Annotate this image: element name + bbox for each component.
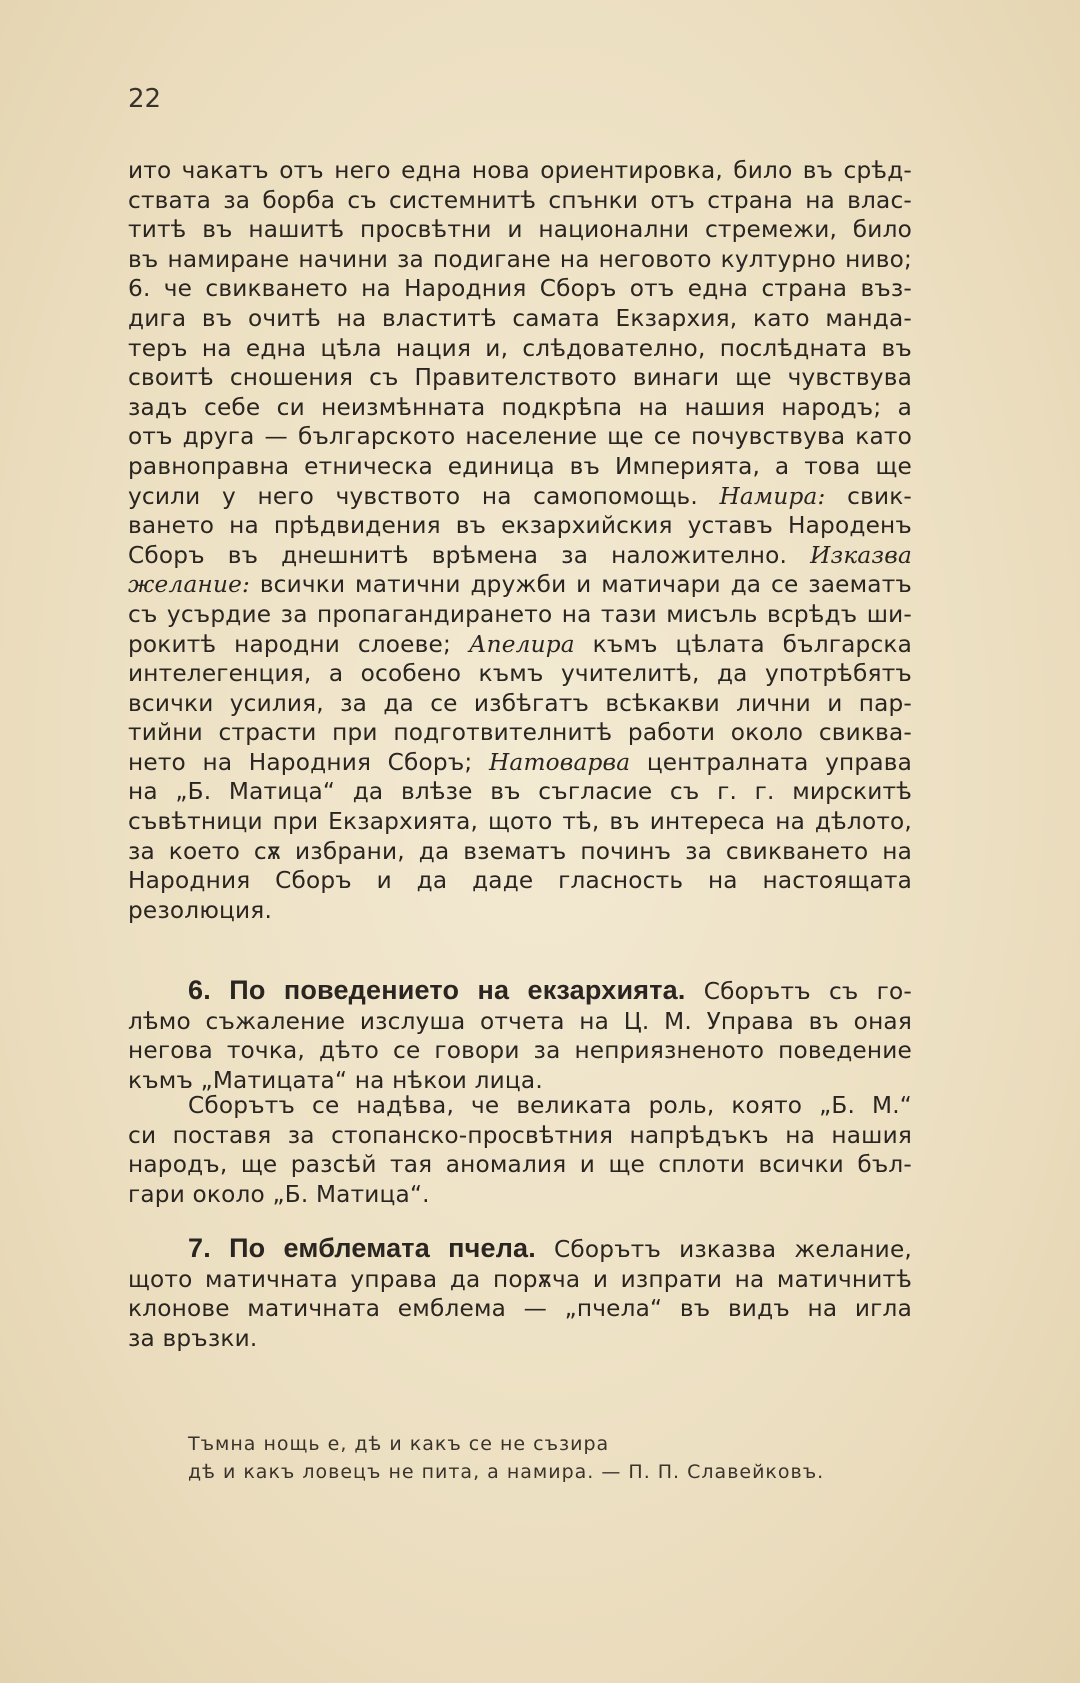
section-6-paragraph-2 (128, 1091, 912, 1209)
text-line: щото матичната управа да порѫча и изпрати на матичнитѣ (128, 1265, 912, 1293)
text-line: отъ друга — българското население ще се почувствува като (128, 423, 912, 451)
text-line: въ намиране начини за подигане на неговото културно ниво; (128, 245, 912, 273)
section-6 (128, 976, 912, 1095)
text-line: съ усърдие за пропагандирането на тази мисъль всрѣдъ ши- (128, 600, 912, 628)
quote-line-2: дѣ и какъ ловецъ не пита, а намира. — П. П. Славейковъ. (188, 1461, 825, 1483)
footer-quote (188, 1430, 912, 1486)
main-paragraph (128, 156, 912, 925)
text-line: титѣ въ нашитѣ просвѣтни и национални стремежи, било (128, 216, 912, 244)
section-6-heading: 6. По поведението на екзархията. (188, 976, 686, 1005)
text-line: ването на прѣдвидения въ екзархийския уставъ Народенъ (128, 512, 912, 540)
namira-label: Намира: (719, 482, 826, 510)
text-line: къмъ „Матицата“ на нѣкои лица. (128, 1066, 543, 1094)
izkazva-label: Изказва (810, 541, 912, 569)
text-line: задъ себе си неизмѣнната подкрѣпа на нашия народъ; а (128, 393, 912, 421)
text-line: Народния Сборъ и да даде гласность на настоящата (128, 867, 912, 895)
section-7 (128, 1234, 912, 1353)
text-line-with-zhelanie: желание: всички матични дружби и матичари да се заематъ (128, 571, 912, 599)
text-line: 6. че свикването на Народния Сборъ отъ една страна въз- (128, 275, 912, 303)
apelira-label: Апелира (468, 630, 575, 658)
text-line-with-izkazva: Сборъ въ днешнитѣ врѣмена за наложително. Изказва (128, 541, 912, 569)
page-number: 22 (128, 84, 162, 114)
text-line: всички усилия, за да се избѣгатъ всѣкакви лични и пар- (128, 689, 912, 717)
text-line-with-apelira: рокитѣ народни слоеве; Апелира къмъ цѣлата българска (128, 630, 912, 658)
text-line: негова точка, дѣто се говори за неприязненото поведение (128, 1037, 912, 1065)
zhelanie-label: желание: (128, 571, 251, 599)
text-line: интелегенция, а особено къмъ учителитѣ, да употрѣбятъ (128, 660, 912, 688)
text-line: народъ, ще разсѣй тая аномалия и ще сплоти всички бъл- (128, 1151, 912, 1179)
text-line: гари около „Б. Матица“. (128, 1180, 430, 1208)
text-line: на „Б. Матица“ да влѣзе въ съгласие съ г. г. мирскитѣ (128, 778, 912, 806)
text-line: за което сѫ избрани, да взематъ починъ за свикването на (128, 837, 912, 865)
quote-line-1: Тъмна нощь е, дѣ и какъ се не съзира (188, 1433, 610, 1455)
text-line: Сборътъ се надѣва, че великата роль, която „Б. М.“ (188, 1092, 912, 1119)
section-6-first-line: 6. По поведението на екзархията. Сборътъ съ го- (188, 976, 912, 1005)
text-line: си поставя за стопанско-просвѣтния напрѣдъкъ на нашия (128, 1121, 912, 1149)
text-line: дига въ очитѣ на властитѣ самата Екзархия, като манда- (128, 304, 912, 332)
text-line-with-namira: усили у него чувството на самопомощь. Намира: свик- (128, 482, 912, 510)
natovarva-label: Натоварва (489, 748, 631, 776)
text-line: теръ на една цѣла нация и, слѣдователно, послѣдната въ (128, 334, 912, 362)
text-line: равноправна етническа единица въ Империята, а това ще (128, 452, 912, 480)
text-line: лѣмо съжаление изслуша отчета на Ц. М. Управа въ оная (128, 1007, 912, 1035)
text-line: за връзки. (128, 1324, 258, 1352)
text-line: ствата за борба съ системнитѣ спънки отъ страна на влас- (128, 186, 912, 214)
text-line: своитѣ сношения съ Правителството винаги ще чувствува (128, 364, 912, 392)
section-7-first-line: 7. По емблемата пчела. Сборътъ изказва желание, (188, 1234, 912, 1263)
text-line: съвѣтници при Екзархията, щото тѣ, въ интереса на дѣлото, (128, 808, 912, 836)
text-line: тийни страсти при подготвителнитѣ работи около свиква- (128, 719, 912, 747)
text-line-with-natovarva: нето на Народния Сборъ; Натоварва централната управа (128, 748, 912, 776)
text-line: резолюция. (128, 896, 273, 924)
section-7-heading: 7. По емблемата пчела. (188, 1234, 536, 1263)
text-line: ито чакатъ отъ него една нова ориентировка, било въ срѣд- (128, 157, 912, 184)
text-line: клонове матичната емблема — „пчела“ въ видъ на игла (128, 1295, 912, 1323)
